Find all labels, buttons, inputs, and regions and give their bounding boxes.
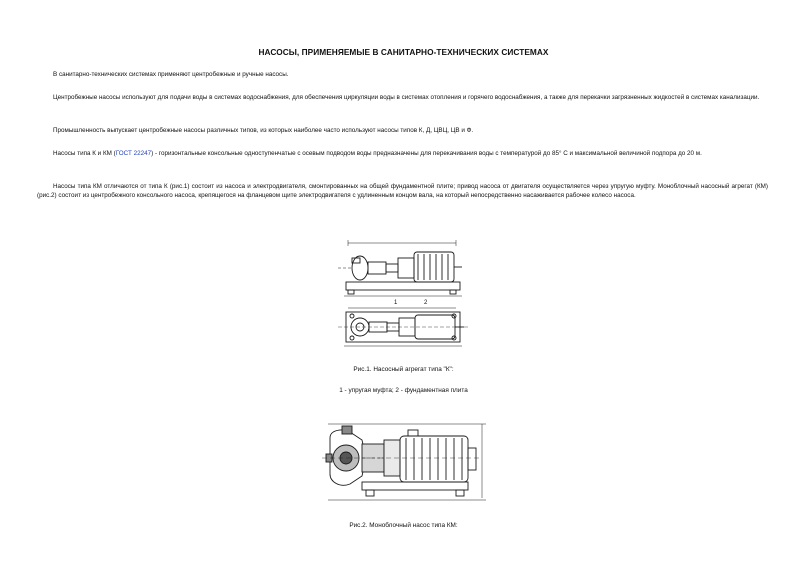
- paragraph-1-text: В санитарно-технических системах применяют центробежные и ручные насосы.: [53, 71, 289, 78]
- figure-2-caption: Рис.2. Моноблочный насос типа КМ:: [349, 522, 458, 529]
- figure-1-caption: Рис.1. Насосный агрегат типа "К":: [353, 366, 454, 373]
- figure-2-drawing: [322, 418, 492, 506]
- page-title: НАСОСЫ, ПРИМЕНЯЕМЫЕ В САНИТАРНО-ТЕХНИЧЕСКИХ СИСТЕМАХ: [258, 47, 549, 57]
- paragraph-5: [37, 182, 768, 201]
- figure-1-legend: 1 - упругая муфта; 2 - фундаментная плита: [339, 387, 468, 394]
- paragraph-2-text: Центробежные насосы используют для подачи воды в системах водоснабжения, для обеспечения циркуляции воды в системах отопления и горячего водоснабжения, а также для перекачки загрязненных жидкостей в системах канализации.: [53, 94, 760, 101]
- paragraph-3: [37, 126, 768, 135]
- paragraph-5-text: Насосы типа КМ отличаются от типа К (рис.1) состоит из насоса и электродвигателя, смонтированных на общей фундаментной плите; привод насоса от двигателя осуществляется через упругую муфту. Моноблочный насосный агрегат (КМ) (рис.2) состоит из центробежного консольного насоса, крепящегося на фланцевом щите электродвигателя с удлиненным концом вала, на который непосредственно насаживается рабочее колесо насоса.: [37, 183, 768, 200]
- monoblock-pump-km-drawing: [322, 418, 492, 506]
- pump-unit-k-drawing: [338, 238, 470, 356]
- gost-link[interactable]: ГОСТ 22247: [115, 150, 152, 157]
- figure-1-label-1: 1: [394, 300, 398, 306]
- paragraph-4: [37, 149, 768, 158]
- paragraph-3-text: Промышленность выпускает центробежные насосы различных типов, из которых наиболее часто используют насосы типов К, Д, ЦВЦ, ЦВ и Ф.: [53, 127, 474, 134]
- paragraph-4-text-after: ) - горизонтальные консольные одноступенчатые с осевым подводом воды предназначены для перекачивания воды с температурой до 85° С и максимальной величиной подпора до 20 м.: [151, 150, 702, 157]
- paragraph-4-text-before: Насосы типа К и КМ (: [53, 150, 116, 157]
- paragraph-2: [37, 93, 768, 102]
- paragraph-1: [37, 70, 768, 79]
- figure-1-label-2: 2: [424, 300, 428, 306]
- figure-1-drawing: [338, 238, 470, 356]
